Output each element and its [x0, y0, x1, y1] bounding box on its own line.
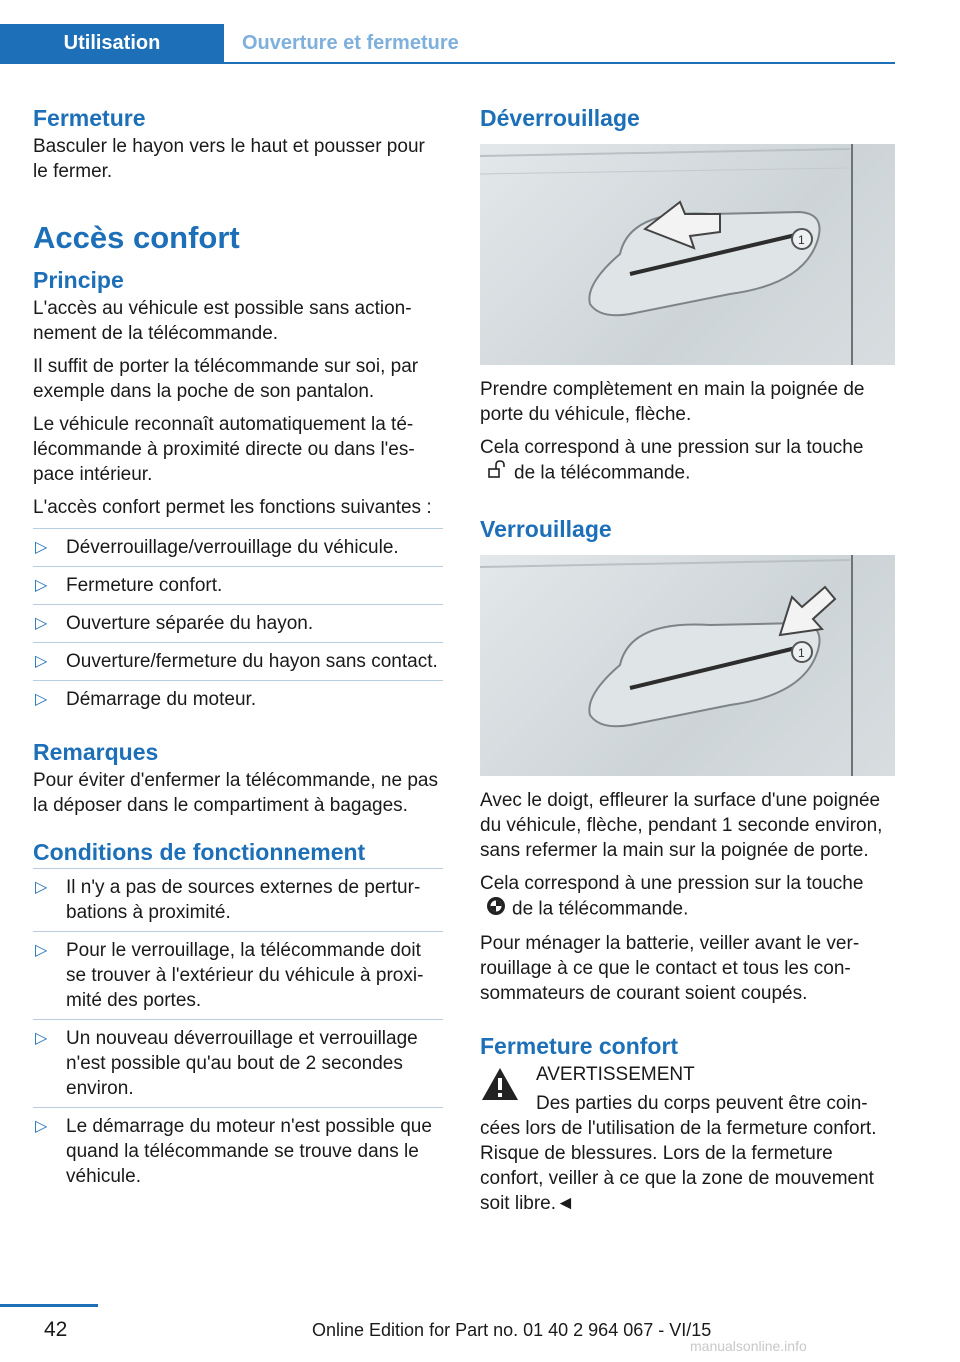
svg-text:1: 1 [798, 233, 805, 247]
right-column [480, 104, 900, 1224]
warning-triangle-icon [480, 1066, 520, 1109]
warning-label: AVERTISSEMENT [536, 1064, 695, 1085]
warning-block [480, 1062, 900, 1087]
deverrouillage-key-text: Cela correspond à une pression sur la touche de la télécommande. [480, 435, 900, 487]
bmw-logo-icon [486, 896, 506, 923]
page-header [0, 24, 895, 64]
list-item: ▷ Déverrouillage/verrouillage du véhicule. [33, 528, 443, 567]
bullet-triangle-icon: ▷ [35, 879, 48, 896]
principe-paragraph: Il suffit de porter la télécommande sur soi, par exemple dans la poche de son pantalon. [33, 356, 419, 402]
principe-paragraph: L'accès confort permet les fonctions suivantes : [33, 497, 432, 518]
bullet-triangle-icon: ▷ [35, 1030, 48, 1047]
list-item: ▷ Le démarrage du moteur n'est possible que quand la télécommande se trouve dans le véhicule. [35, 1116, 432, 1187]
verrouillage-key-text: Cela correspond à une pression sur la touche de la télécommande. [480, 871, 900, 923]
list-item: ▷ Fermeture confort. [33, 567, 443, 605]
footer-rule [0, 1304, 98, 1307]
list-item: ▷ Il n'y a pas de sources externes de perturbations à proximité. [33, 868, 443, 932]
page-number: 42 [44, 1318, 68, 1341]
list-item: ▷ Ouverture séparée du hayon. [33, 605, 443, 643]
heading-fermeture: Fermeture [33, 105, 146, 131]
verrouillage-text: Avec le doigt, effleurer la surface d'une poignée du véhicule, flèche, pendant 1 seconde environ, sans refermer la main sur la poignée de porte. [480, 790, 883, 861]
principe-paragraph: L'accès au véhicule est possible sans actionnement de la télécommande. [33, 298, 412, 344]
conditions-list [33, 868, 443, 1195]
bullet-triangle-icon: ▷ [35, 691, 48, 708]
bullet-triangle-icon: ▷ [35, 577, 48, 594]
warning-text: Des parties du corps peuvent être coincées lors de l'utilisation de la fermeture confort. Risque de blessures. Lors de la fermeture confort, veiller à ce que la zone de mouvement soit libre.◄ [480, 1093, 877, 1214]
heading-principe: Principe [33, 267, 124, 293]
svg-text:1: 1 [798, 646, 805, 660]
heading-conditions: Conditions de fonctionnement [33, 839, 366, 865]
bullet-triangle-icon: ▷ [35, 942, 48, 959]
edition-text: Online Edition for Part no. 01 40 2 964 067 - VI/15 [312, 1320, 712, 1340]
remarques-text: Pour éviter d'enfermer la télécommande, ne pas la déposer dans le compartiment à bagages. [33, 770, 438, 816]
door-handle-lock-image [480, 555, 895, 776]
door-handle-unlock-image [480, 144, 895, 365]
watermark: manualsonline.info [690, 1338, 807, 1354]
tab-ouverture-fermeture[interactable]: Ouverture et fermeture [242, 32, 459, 54]
tab-utilisation[interactable]: Utilisation [0, 24, 224, 62]
heading-remarques: Remarques [33, 739, 159, 765]
list-item: ▷ Pour le verrouillage, la télécommande doit se trouver à l'extérieur du véhicule à proximité des portes. [33, 932, 443, 1020]
bullet-triangle-icon: ▷ [35, 615, 48, 632]
bullet-triangle-icon: ▷ [35, 653, 48, 670]
verrouillage-battery-text: Pour ménager la batterie, veiller avant le verrouillage à ce que le contact et tous les consommateurs de courant soient coupés. [480, 933, 860, 1004]
heading-verrouillage: Verrouillage [480, 516, 612, 542]
unlock-icon [486, 460, 508, 487]
heading-acces-confort: Accès confort [33, 220, 240, 255]
left-column [33, 104, 443, 1195]
bullet-triangle-icon: ▷ [35, 1118, 48, 1135]
deverrouillage-text: Prendre complètement en main la poignée de porte du véhicule, flèche. [480, 379, 865, 425]
heading-deverrouillage: Déverrouillage [480, 105, 640, 131]
list-item: ▷ Un nouveau déverrouillage et verrouillage n'est possible qu'au bout de 2 secondes environ. [33, 1020, 443, 1108]
heading-fermeture-confort: Fermeture confort [480, 1033, 679, 1059]
list-item: ▷ Démarrage du moteur. [35, 689, 257, 710]
fermeture-text: Basculer le hayon vers le haut et pousser pour le fermer. [33, 136, 425, 182]
bullet-triangle-icon: ▷ [35, 539, 48, 556]
functions-list [33, 528, 443, 718]
principe-paragraph: Le véhicule reconnaît automatiquement la télécommande à proximité directe ou dans l'espace intérieur. [33, 414, 415, 485]
list-item: ▷ Ouverture/fermeture du hayon sans contact. [33, 643, 443, 681]
